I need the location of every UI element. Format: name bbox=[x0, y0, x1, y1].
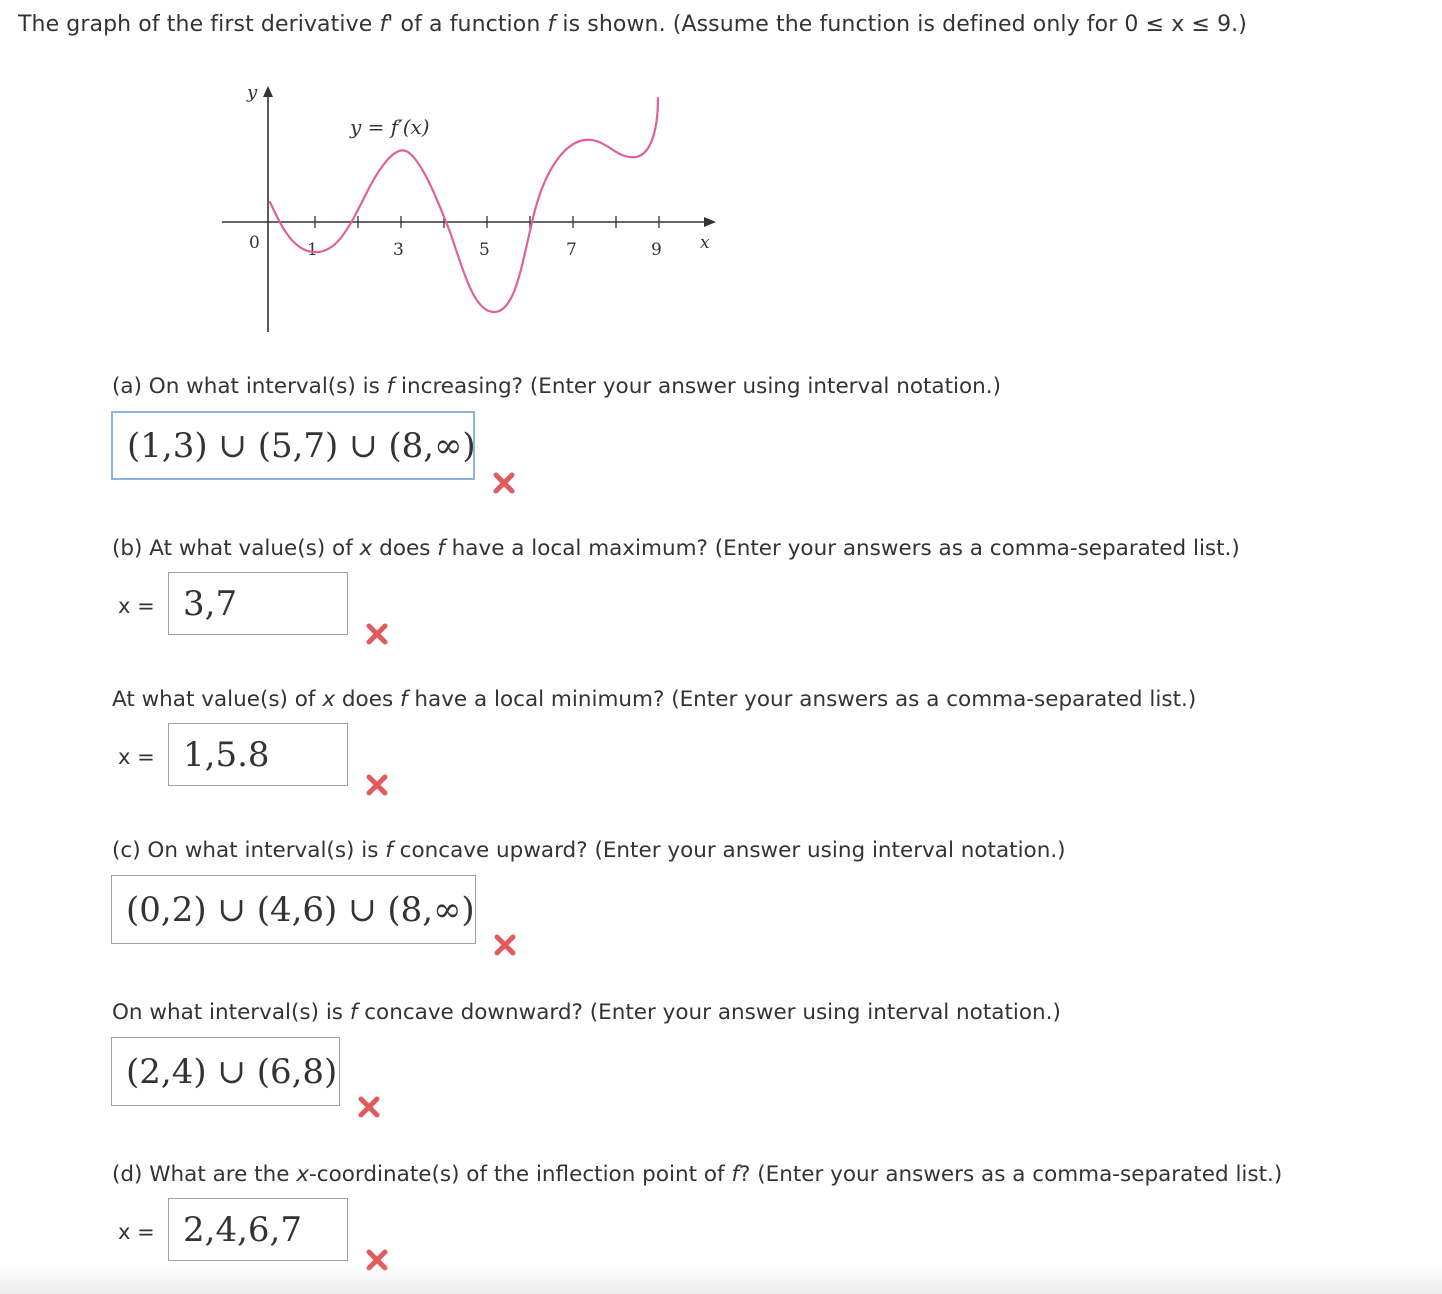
problem-statement: The graph of the first derivative f' of a function f is shown. (Assume the function is defined only for 0 ≤ x ≤ 9.) bbox=[18, 12, 1247, 37]
x-equals-label: x = bbox=[118, 594, 155, 618]
incorrect-x-icon bbox=[493, 933, 517, 957]
tick-label-3: 3 bbox=[393, 240, 404, 260]
tick-label-5: 5 bbox=[479, 240, 490, 260]
y-axis-arrow bbox=[263, 86, 273, 97]
x-equals-label: x = bbox=[118, 745, 155, 769]
tick-label-9: 9 bbox=[651, 240, 662, 260]
tick-label-1: 1 bbox=[307, 240, 318, 260]
x-equals-label: x = bbox=[118, 1220, 155, 1244]
incorrect-x-icon bbox=[492, 471, 516, 495]
answer-a-input[interactable]: (1,3) ∪ (5,7) ∪ (8,∞) bbox=[111, 411, 475, 480]
x-axis-label: x bbox=[700, 233, 710, 253]
origin-label: 0 bbox=[249, 233, 260, 253]
incorrect-x-icon bbox=[357, 1095, 381, 1119]
answer-c-down-input[interactable]: (2,4) ∪ (6,8) bbox=[111, 1037, 340, 1106]
question-c-down: On what interval(s) is f concave downward? (Enter your answer using interval notation.) bbox=[112, 1000, 1061, 1025]
answer-b-max-input[interactable]: 3,7 bbox=[168, 572, 348, 635]
tick-label-7: 7 bbox=[566, 240, 577, 260]
incorrect-x-icon bbox=[365, 773, 389, 797]
x-axis-arrow bbox=[704, 217, 716, 227]
derivative-curve bbox=[270, 98, 658, 312]
question-c-up: (c) On what interval(s) is f concave upward? (Enter your answer using interval notation.) bbox=[112, 838, 1066, 863]
question-b-max: (b) At what value(s) of x does f have a local maximum? (Enter your answers as a comma-separated list.) bbox=[112, 536, 1240, 561]
derivative-graph bbox=[218, 82, 718, 340]
answer-b-min-input[interactable]: 1,5.8 bbox=[168, 723, 348, 786]
answer-c-up-input[interactable]: (0,2) ∪ (4,6) ∪ (8,∞) bbox=[111, 875, 476, 944]
bottom-shade bbox=[0, 1266, 1442, 1294]
question-d: (d) What are the x-coordinate(s) of the inflection point of f? (Enter your answers as a comma-separated list.) bbox=[112, 1162, 1283, 1187]
question-a: (a) On what interval(s) is f increasing? (Enter your answer using interval notation.) bbox=[112, 374, 1002, 399]
incorrect-x-icon bbox=[365, 622, 389, 646]
answer-d-input[interactable]: 2,4,6,7 bbox=[168, 1198, 348, 1261]
y-axis-label: y bbox=[247, 82, 258, 103]
question-b-min: At what value(s) of x does f have a local minimum? (Enter your answers as a comma-separated list.) bbox=[112, 687, 1197, 712]
curve-label: y = f′(x) bbox=[350, 115, 430, 139]
